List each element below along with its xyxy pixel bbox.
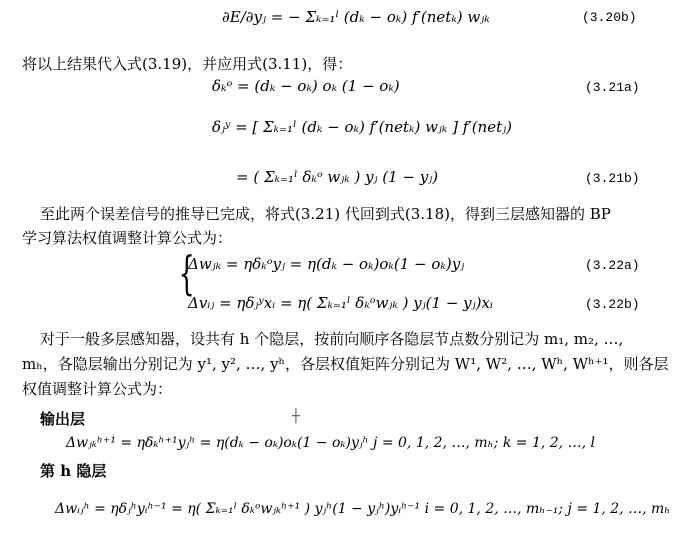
equation-3-21b-line-1: δⱼʸ = [ Σₖ₌₁ˡ (dₖ − oₖ) f′(netₖ) wⱼₖ ] f′(netⱼ) [212, 118, 512, 136]
equation-3-21b-line-2: = ( Σₖ₌₁ˡ δₖᵒ wⱼₖ ) yⱼ (1 − yⱼ) [236, 168, 439, 186]
paragraph-derivation-complete-line-1: 至此两个误差信号的推导已完成，将式(3.21) 代回到式(3.18)，得到三层感知器的 BP [40, 205, 611, 223]
equation-number-3-21b: (3.21b) [585, 171, 640, 186]
equation-number-3-22b: (3.22b) [585, 297, 640, 312]
equation-group-brace: { [178, 246, 195, 300]
paragraph-multilayer-line-3: 权值调整计算公式为： [22, 380, 173, 398]
equation-number-3-22a: (3.22a) [585, 258, 640, 273]
equation-3-20b: ∂E/∂yⱼ = − Σₖ₌₁ˡ (dₖ − oₖ) f′(netₖ) wⱼₖ [222, 8, 490, 26]
equation-3-21a: δₖᵒ = (dₖ − oₖ) oₖ (1 − oₖ) [212, 77, 400, 95]
equation-output-layer: Δwⱼₖʰ⁺¹ = ηδₖʰ⁺¹yⱼʰ = η(dₖ − oₖ)oₖ(1 − oₖ)yⱼʰ j = 0, 1, 2, …, mₕ; k = 1, 2, …, l [66, 435, 595, 451]
equation-number-3-21a: (3.21a) [585, 80, 640, 95]
label-output-layer: 输出层 [40, 410, 86, 428]
paragraph-substitute-results: 将以上结果代入式(3.19)，并应用式(3.11)，得： [22, 55, 353, 73]
paragraph-derivation-complete-line-2: 学习算法权值调整计算公式为： [22, 229, 233, 247]
cursor-crosshair-icon: ┼ [292, 409, 300, 424]
equation-3-22a: Δwⱼₖ = ηδₖᵒyⱼ = η(dₖ − oₖ)oₖ(1 − oₖ)yⱼ [188, 255, 465, 273]
equation-3-22b: Δvᵢⱼ = ηδⱼʸxᵢ = η( Σₖ₌₁ˡ δₖᵒwⱼₖ ) yⱼ(1 − yⱼ)xᵢ [188, 294, 493, 312]
paragraph-multilayer-line-2: mₕ，各隐层输出分别记为 y¹, y², …, yʰ，各层权值矩阵分别记为 W¹, W², …, Wʰ, Wʰ⁺¹，则各层 [22, 355, 669, 373]
equation-hidden-layer-h: Δwᵢⱼʰ = ηδⱼʰyᵢʰ⁻¹ = η( Σₖ₌₁ˡ δₖᵒwⱼₖʰ⁺¹ ) yⱼʰ(1 − yⱼʰ)yᵢʰ⁻¹ i = 0, 1, 2, …, mₕ₋₁; j = 1, 2, …, mₕ [55, 501, 671, 517]
equation-number-3-20b: (3.20b) [582, 10, 637, 25]
label-hidden-layer-h: 第 h 隐层 [40, 462, 107, 480]
paragraph-multilayer-line-1: 对于一般多层感知器，设共有 h 个隐层，按前向顺序各隐层节点数分别记为 m₁, m₂, …, [40, 330, 624, 348]
